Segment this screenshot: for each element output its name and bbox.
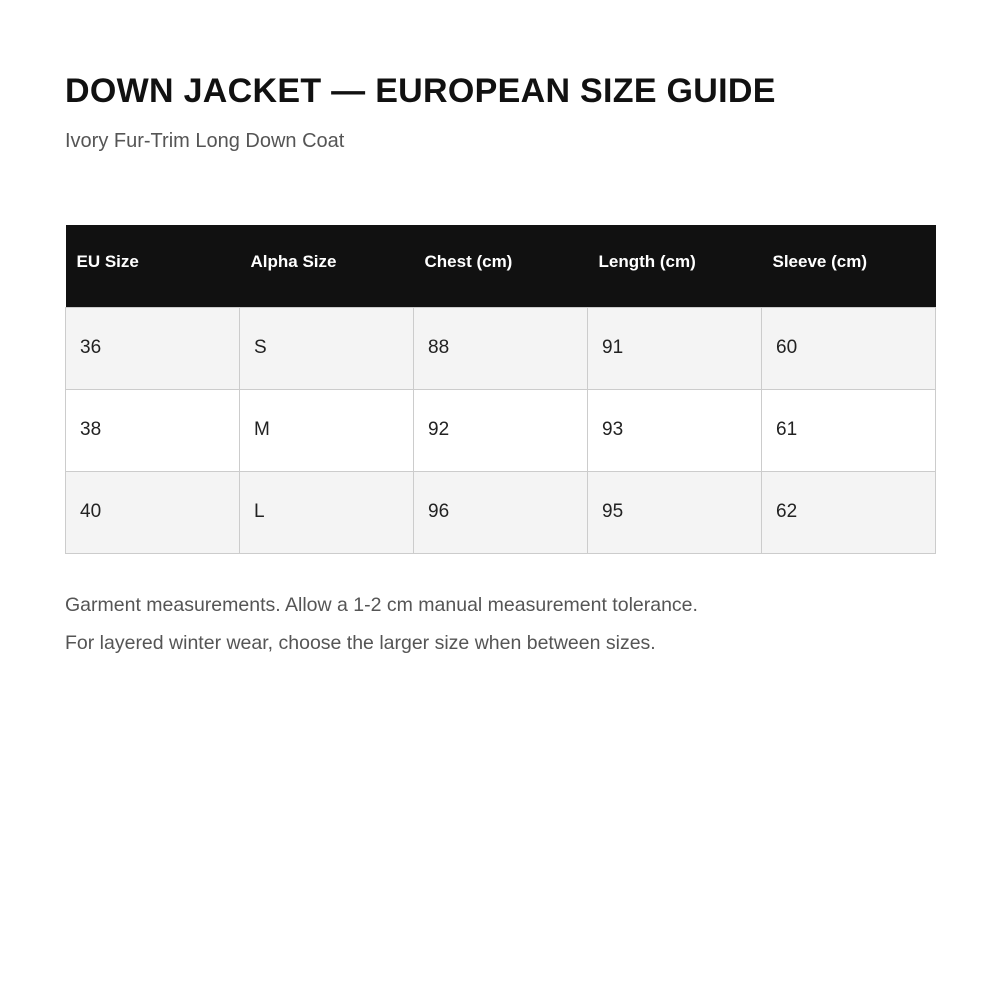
size-notes	[65, 592, 698, 668]
column-header-alpha-size: Alpha Size	[240, 225, 414, 307]
column-header-length: Length (cm)	[588, 225, 762, 307]
table-cell-chest: 88	[414, 307, 588, 389]
table-cell-sleeve: 61	[762, 389, 936, 471]
table-header-row	[66, 225, 936, 307]
table-cell-eu-size: 40	[66, 471, 240, 553]
table-cell-sleeve: 62	[762, 471, 936, 553]
sizing-advice-note: For layered winter wear, choose the larger size when between sizes.	[65, 632, 656, 654]
table-row	[66, 307, 936, 389]
product-subtitle: Ivory Fur-Trim Long Down Coat	[65, 130, 345, 152]
table-cell-alpha-size: L	[240, 471, 414, 553]
table-cell-sleeve: 60	[762, 307, 936, 389]
page-title: DOWN JACKET — EUROPEAN SIZE GUIDE	[65, 72, 776, 110]
table-header	[66, 225, 936, 307]
table-cell-length: 93	[588, 389, 762, 471]
table-cell-chest: 96	[414, 471, 588, 553]
size-table	[65, 225, 936, 554]
table-body	[66, 307, 936, 553]
table-cell-eu-size: 36	[66, 307, 240, 389]
table-cell-alpha-size: S	[240, 307, 414, 389]
table-cell-length: 95	[588, 471, 762, 553]
table-cell-alpha-size: M	[240, 389, 414, 471]
table-cell-chest: 92	[414, 389, 588, 471]
column-header-sleeve: Sleeve (cm)	[762, 225, 936, 307]
table-row	[66, 389, 936, 471]
table-cell-eu-size: 38	[66, 389, 240, 471]
column-header-eu-size: EU Size	[66, 225, 240, 307]
table-cell-length: 91	[588, 307, 762, 389]
table-row	[66, 471, 936, 553]
column-header-chest: Chest (cm)	[414, 225, 588, 307]
measurement-note: Garment measurements. Allow a 1-2 cm manual measurement tolerance.	[65, 594, 698, 616]
